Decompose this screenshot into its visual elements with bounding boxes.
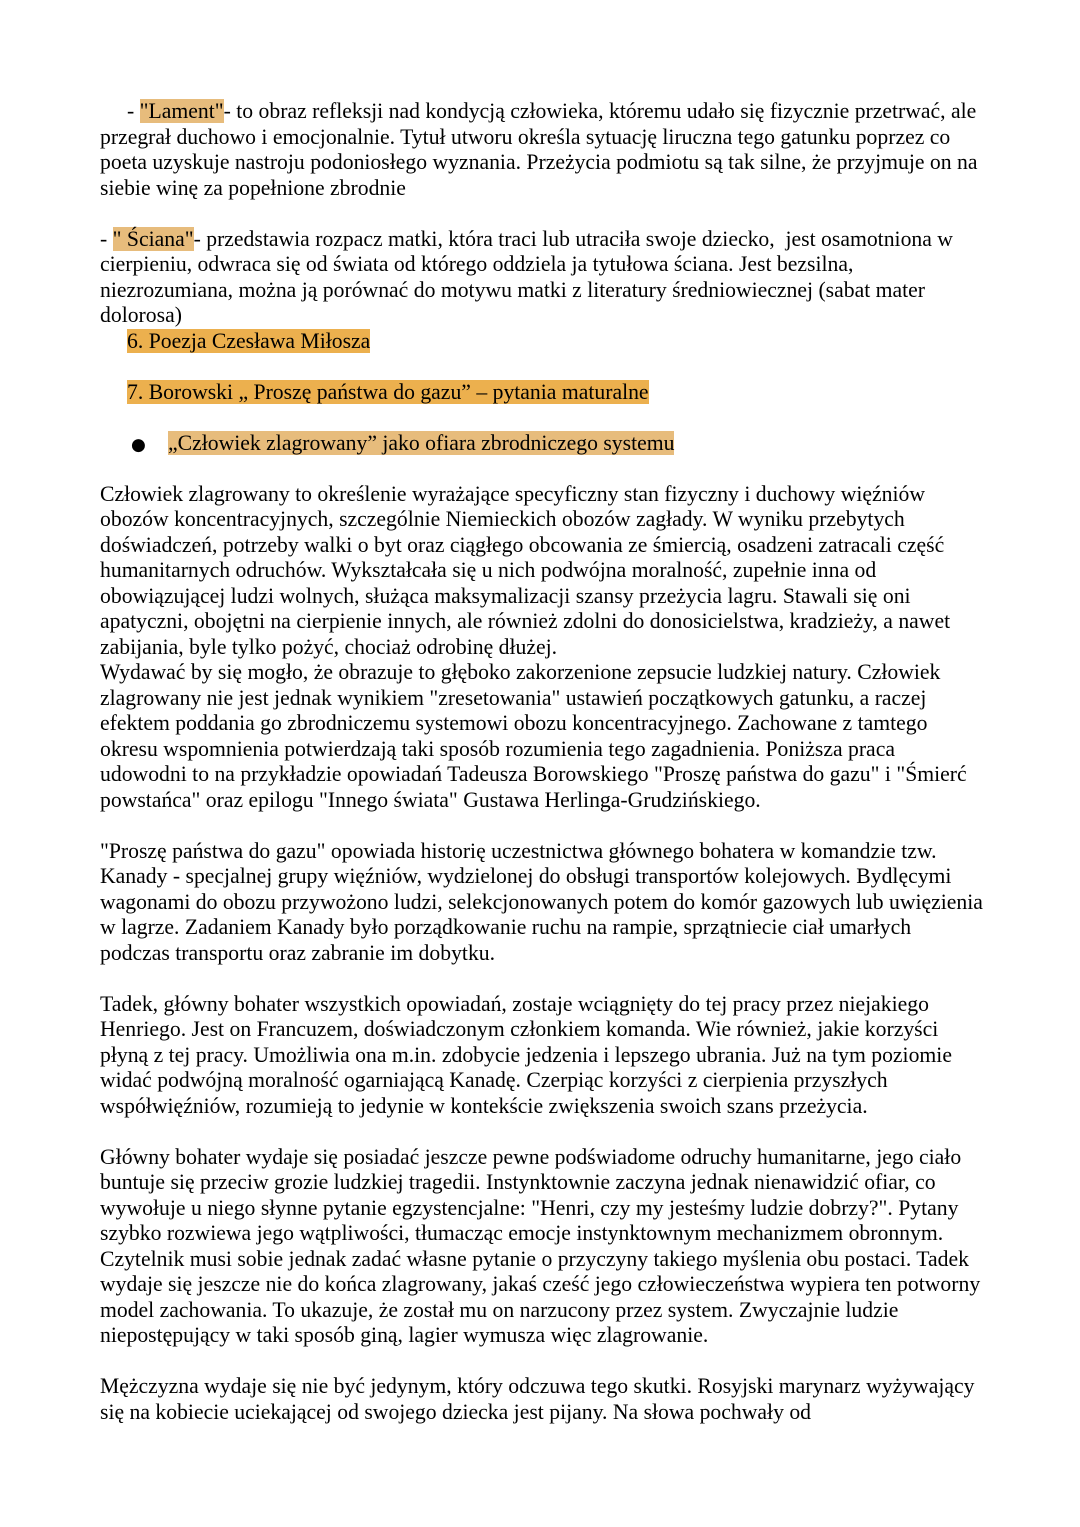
- highlighted-text: "Lament": [139, 99, 224, 123]
- text-run: -: [100, 226, 113, 251]
- highlighted-text: " Ściana": [112, 226, 194, 251]
- bullet-czlowiek-zlagrowany: [100, 431, 985, 457]
- document-body: [100, 99, 989, 1425]
- paragraph-mezczyzna: [100, 1374, 985, 1425]
- paragraph-lament: [100, 99, 985, 201]
- text-run: Główny bohater wydaje się posiadać jeszcze pewne podświadome odruchy humanitarne, jego ciało buntuje się przeciw grozie ludzkiej tragedii. Instynktownie zaczyna jednak nienawidzić ofiar, co wywołuje u niego słynne pytanie egzystencjalne: "Henri, czy my jesteśmy ludzie dobrzy?". Pytany szybko rozwiewa jego wątpliwości, tłumacząc emocje instynktownym mechanizmem obronnym. Czytelnik musi sobie jednak zadać własne pytanie o przyczyny takiego myślenia obu postaci. Tadek wydaje się jeszcze nie do końca zlagrowany, jakaś cześć jego człowieczeństwa wypiera ten potworny model zachowania. To ukazuje, że został mu on narzucony przez system. Zwyczajnie ludzie niepostępujący w taki sposób giną, lagier wymusza więc zlagrowanie.: [100, 1144, 986, 1347]
- paragraph-wydawac-by-sie-moglo: [100, 660, 985, 813]
- highlighted-text: 7. Borowski „ Proszę państwa do gazu” – pytania maturalne: [127, 379, 649, 404]
- text-run: - to obraz refleksji nad kondycją człowieka, któremu udało się fizycznie przetrwać, ale przegrał duchowo i emocjonalnie. Tytuł utworu określa sytuację liruczna tego gatunku poprzez co poeta uzyskuje nastroju podoniosłego wyznania. Przeżycia podmiotu są tak silne, że przyjmuje on na siebie winę za popełnione zbrodnie: [100, 99, 983, 200]
- heading-6-poezja-milosza: [100, 329, 985, 355]
- highlighted-text: 6. Poezja Czesława Miłosza: [127, 328, 371, 353]
- text-run: Tadek, główny bohater wszystkich opowiadań, zostaje wciągnięty do tej pracy przez niejakiego Henriego. Jest on Francuzem, doświadczonym członkiem komanda. Wie również, jakie korzyści płyną z tej pracy. Umożliwia ona m.in. zdobycie jedzenia i lepszego ubrania. Już na tym poziomie widać podwójną moralność ogarniającą Kanadę. Czerpiąc korzyści z cierpienia przyszłych współwięźniów, rozumieją to jedynie w kontekście zwiększenia swoich szans przeżycia.: [100, 991, 958, 1118]
- paragraph-tadek: [100, 992, 985, 1120]
- paragraph-prosze-panstwa-do-gazu: [100, 838, 989, 967]
- text-run: Wydawać by się mogło, że obrazuje to głęboko zakorzenione zepsucie ludzkiej natury. Człowiek zlagrowany nie jest jednak wynikiem "zresetowania" ustawień początkowych gatunku, a raczej efektem poddania go zbrodniczemu systemowi obozu koncentracyjnego. Zachowane z tamtego okresu wspomnienia potwierdzają taki sposób rozumienia tego zagadnienia. Poniższa praca udowodni to na przykładzie opowiadań Tadeusza Borowskiego "Proszę państwa do gazu" i "Śmierć powstańca" oraz epilogu "Innego świata" Gustawa Herlinga-Grudzińskiego.: [100, 660, 973, 812]
- text-run: Mężczyzna wydaje się nie być jedynym, który odczuwa tego skutki. Rosyjski marynarz wyżywający się na kobiecie uciekającej od swojego dziecka jest pijany. Na słowa pochwały od: [100, 1374, 980, 1424]
- paragraph-czlowiek-zlagrowany-definicja: [100, 482, 985, 661]
- highlighted-text: „Człowiek zlagrowany” jako ofiara zbrodniczego systemu: [168, 430, 675, 455]
- text-run: Człowiek zlagrowany to określenie wyrażające specyficzny stan fizyczny i duchowy więźniów obozów koncentracyjnych, szczególnie Niemieckich obozów zagłady. W wyniku przebytych doświadczeń, potrzeby walki o byt oraz ciągłego obcowania ze śmiercią, osadzeni zatracali część humanitarnych odruchów. Wykształcała się u nich podwójna moralność, zupełnie inna od obowiązującej ludzi wolnych, służąca maksymalizacji szansy przeżycia lagru. Stawali się oni apatyczni, obojętni na cierpienie innych, ale również zdolni do donosicielstwa, kradzieży, a nawet zabijania, byle tylko pożyć, chociaż odrobinę dłużej.: [100, 481, 956, 659]
- text-run: "Proszę państwa do gazu" opowiada historię uczestnictwa głównego bohatera w komandzie tzw. Kanady - specjalnej grupy więźniów, wydzielonej do obsługi transportów kolejowych. Bydlęcymi wagonami do obozu przywożono ludzi, selekcjonowanych potem do komór gazowych lub uwięzienia w lagrze. Zadaniem Kanady było porządkowanie ruchu na rampie, sprzątniecie ciał umarłych podczas transportu oraz zabranie im dobytku.: [100, 838, 989, 965]
- paragraph-glowny-bohater: [100, 1145, 985, 1349]
- text-run: - przedstawia rozpacz matki, która traci lub utraciła swoje dziecko, jest osamotniona w cierpieniu, odwraca się od świata od którego oddziela ja tytułowa ściana. Jest bezsilna, niezrozumiana, można ją porównać do motywu matki z literatury średniowiecznej (sabat mater dolorosa): [100, 226, 959, 327]
- text-run: -: [127, 99, 140, 123]
- bullet-icon: ●: [131, 434, 146, 455]
- paragraph-sciana: [100, 227, 985, 329]
- heading-7-borowski: [100, 380, 985, 406]
